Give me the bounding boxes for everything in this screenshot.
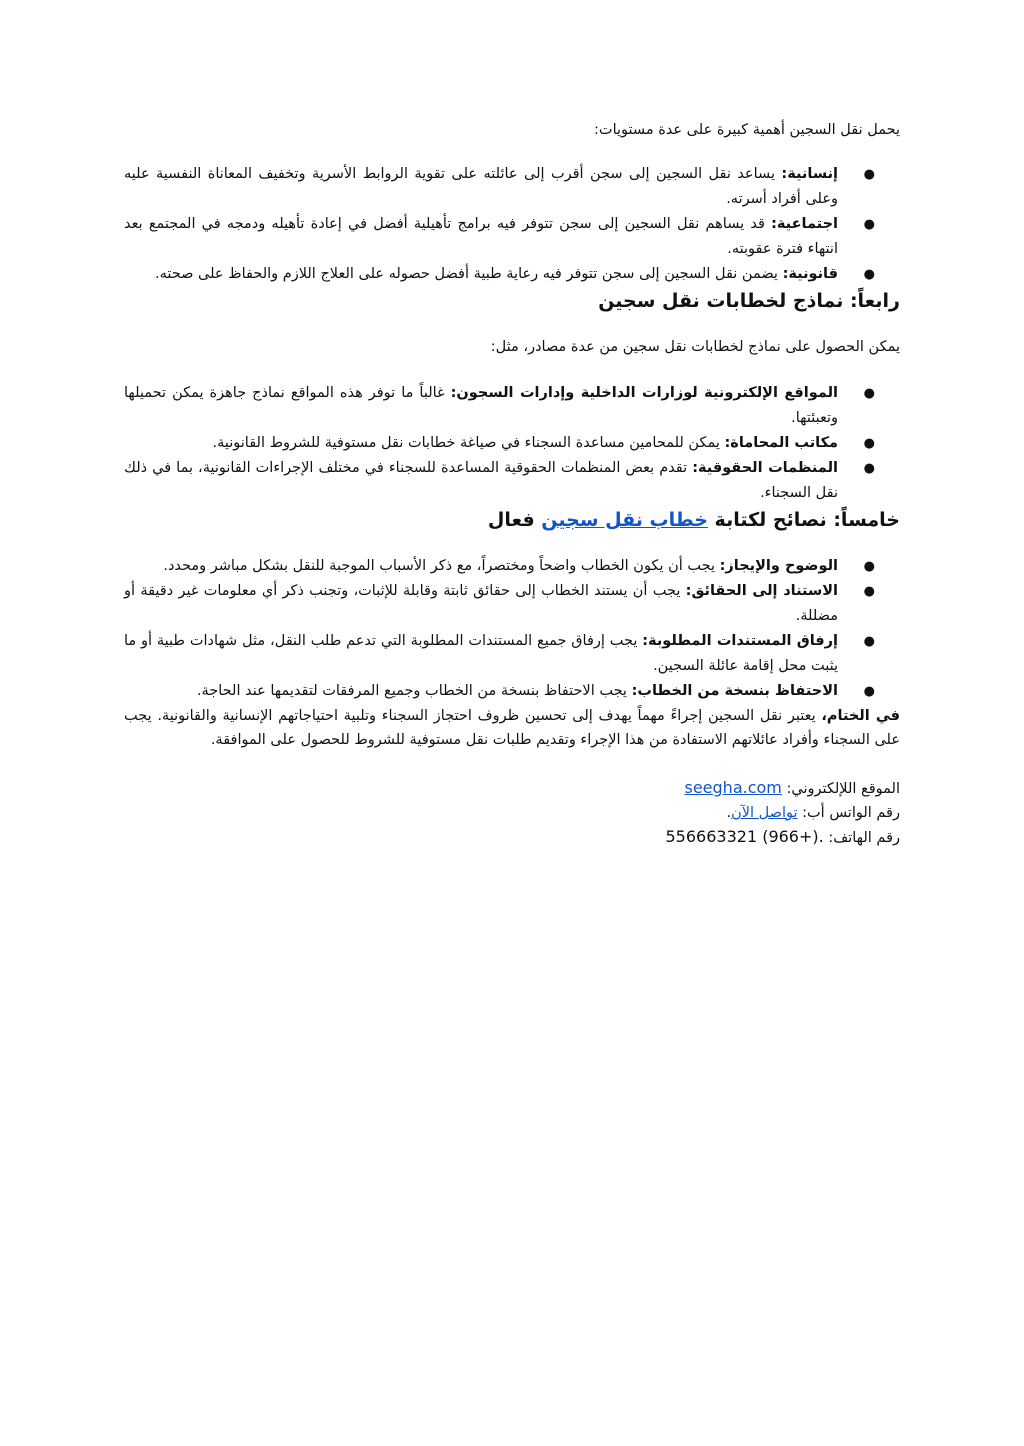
conclusion-paragraph: [124, 704, 900, 752]
intro-paragraph: يحمل نقل السجين أهمية كبيرة على عدة مستويات:: [594, 122, 900, 138]
list-item: [124, 212, 875, 262]
list-item: [124, 262, 875, 287]
item-text: يضمن نقل السجين إلى سجن تتوفر فيه رعاية طبية أفضل حصوله على العلاج اللازم والحفاظ على صحته.: [154, 266, 783, 282]
bullet-icon: ●: [863, 634, 875, 649]
website-line: [124, 776, 900, 801]
contact-block: [124, 776, 900, 850]
item-text: غالباً ما توفر هذه المواقع نماذج جاهزة يمكن تحميلها وتعبئتها.: [124, 385, 838, 426]
list-item: [124, 554, 875, 579]
heading-text: خامساً: نصائح لكتابة: [707, 509, 900, 531]
whatsapp-link[interactable]: تواصل الآن: [731, 805, 798, 821]
item-text: يساعد نقل السجين إلى سجن أقرب إلى عائلته على تقوية الروابط الأسرية وتخفيف المعاناة النفسية عليه وعلى أفراد أسرته.: [124, 166, 838, 207]
list-item: [124, 431, 875, 456]
phone-line: [124, 825, 900, 850]
list-item: [124, 579, 875, 629]
item-label: مكاتب المحاماة:: [724, 435, 838, 451]
item-label: اجتماعية:: [771, 216, 838, 232]
bullet-icon: ●: [863, 559, 875, 574]
heading-link[interactable]: خطاب نقل سجين: [541, 509, 708, 531]
sources-list: [124, 381, 900, 506]
heading-text: فعال: [487, 509, 542, 531]
item-label: الوضوح والإيجاز:: [719, 558, 838, 574]
item-text: تقدم بعض المنظمات الحقوقية المساعدة للسجناء في مختلف الإجراءات القانونية، بما في ذلك نقل السجناء.: [124, 460, 838, 501]
section5-heading: [124, 506, 900, 534]
item-text: يجب إرفاق جميع المستندات المطلوبة التي تدعم طلب النقل، مثل شهادات طبية أو ما يثبت محل إقامة عائلة السجين.: [124, 633, 838, 674]
item-label: قانونية:: [782, 266, 838, 282]
list-item: [124, 456, 875, 506]
bullet-icon: ●: [863, 584, 875, 599]
section4-heading: رابعاً: نماذج لخطابات نقل سجين: [598, 290, 900, 312]
whatsapp-line: [124, 801, 900, 825]
list-item: [124, 381, 875, 431]
list-item: [124, 162, 875, 212]
item-label: الاحتفاظ بنسخة من الخطاب:: [631, 683, 838, 699]
item-text: يجب أن يكون الخطاب واضحاً ومختصراً، مع ذكر الأسباب الموجبة للنقل بشكل مباشر ومحدد.: [163, 558, 720, 574]
bullet-icon: ●: [863, 436, 875, 451]
conclusion-label: في الختام،: [821, 708, 901, 724]
bullet-icon: ●: [863, 461, 875, 476]
bullet-icon: ●: [863, 386, 875, 401]
item-label: إنسانية:: [781, 166, 838, 182]
list-item: [124, 629, 875, 679]
website-label: الموقع اللإلكتروني:: [781, 781, 900, 797]
item-text: يجب أن يستند الخطاب إلى حقائق ثابتة وقابلة للإثبات، وتجنب ذكر أي معلومات غير دقيقة أو مضللة.: [124, 583, 838, 624]
conclusion-text: يعتبر نقل السجين إجراءً مهماً يهدف إلى تحسين ظروف احتجاز السجناء وتلبية احتياجاتهم الإنسانية والقانونية. يجب على السجناء وأفراد عائلاتهم الاستفادة من هذا الإجراء وتقديم طلبات نقل مستوفية للشروط للحصول على الموافقة.: [124, 708, 900, 748]
item-label: الاستناد إلى الحقائق:: [685, 583, 838, 599]
tips-list: [124, 554, 900, 704]
importance-list: [124, 162, 900, 287]
list-item: [124, 679, 875, 704]
bullet-icon: ●: [863, 167, 875, 182]
bullet-icon: ●: [863, 684, 875, 699]
item-text: يمكن للمحامين مساعدة السجناء في صياغة خطابات نقل مستوفية للشروط القانونية.: [212, 435, 725, 451]
phone-value: 556663321 (966+).: [665, 827, 824, 846]
phone-label: رقم الهاتف:: [823, 830, 900, 846]
whatsapp-end: .: [726, 805, 732, 821]
whatsapp-label: رقم الواتس أب:: [797, 805, 900, 821]
item-label: إرفاق المستندات المطلوبة:: [642, 633, 838, 649]
item-text: يجب الاحتفاظ بنسخة من الخطاب وجميع المرفقات لتقديمها عند الحاجة.: [196, 683, 632, 699]
bullet-icon: ●: [863, 267, 875, 282]
item-text: قد يساهم نقل السجين إلى سجن تتوفر فيه برامج تأهيلية أفضل في إعادة تأهيله ودمجه في المجتمع بعد انتهاء فترة عقوبته.: [124, 216, 838, 257]
bullet-icon: ●: [863, 217, 875, 232]
website-link[interactable]: seegha.com: [684, 778, 782, 797]
item-label: المواقع الإلكترونية لوزارات الداخلية وإدارات السجون:: [450, 385, 838, 401]
section4-intro: يمكن الحصول على نماذج لخطابات نقل سجين من عدة مصادر، مثل:: [490, 339, 900, 355]
item-label: المنظمات الحقوقية:: [692, 460, 838, 476]
